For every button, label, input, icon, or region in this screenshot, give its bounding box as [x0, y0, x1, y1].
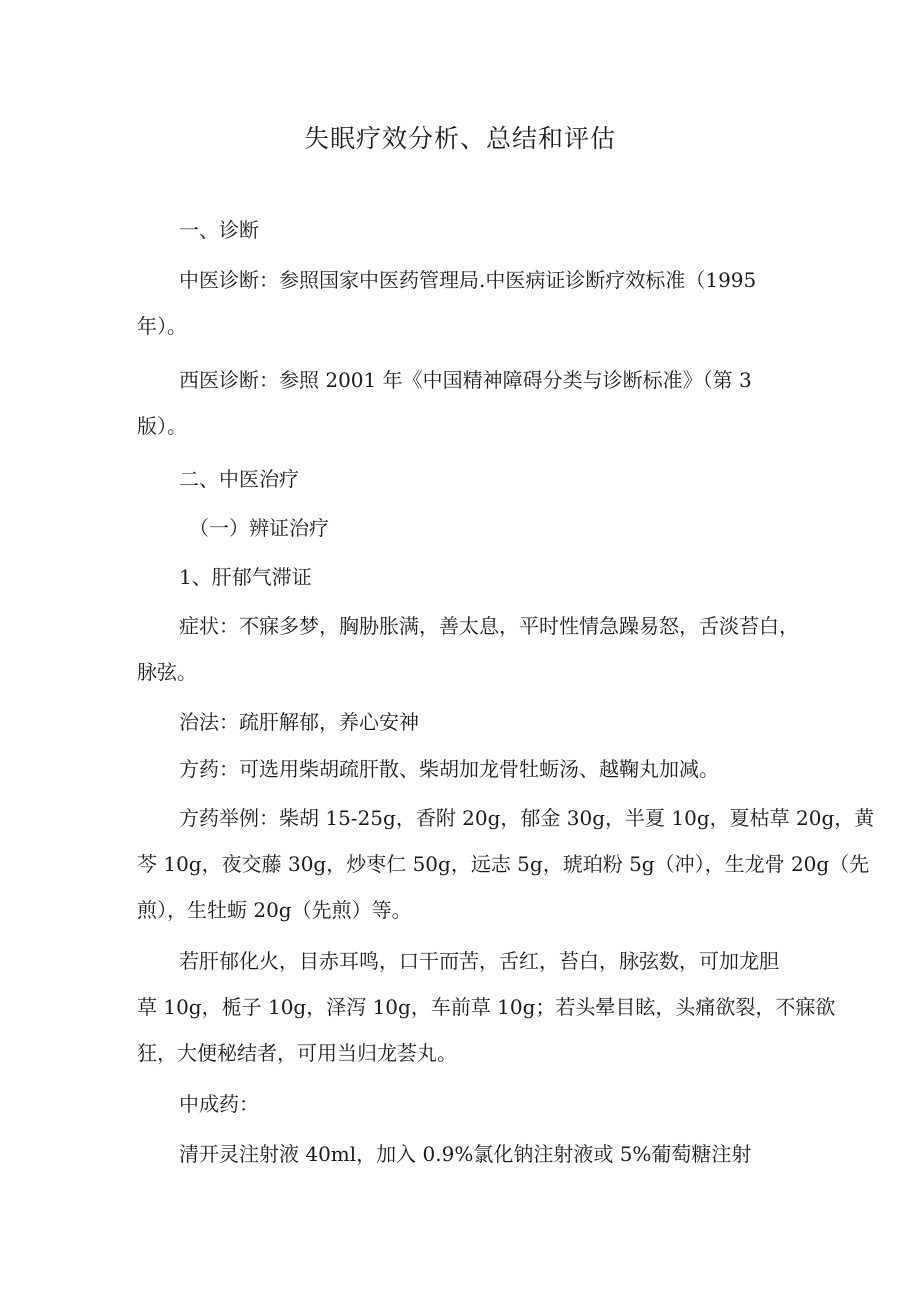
paragraph-treatment-method — [137, 699, 797, 745]
paragraph-line: 草 10g，栀子 10g，泽泻 10g，车前草 10g；若头晕目眩，头痛欲裂，不寐欲 — [137, 995, 836, 1019]
paragraph-line: 中医诊断：参照国家中医药管理局.中医病证诊断疗效标准（1995 — [179, 268, 757, 292]
paragraph-line: 煎），生牡蛎 20g（先煎）等。 — [137, 898, 412, 922]
paragraph-western-diagnosis — [137, 357, 797, 449]
paragraph-modification — [137, 938, 836, 1076]
paragraph-line: 西医诊断：参照 2001 年《中国精神障碍分类与诊断标准》（第 3 — [179, 368, 752, 392]
section-heading-diagnosis — [137, 207, 797, 253]
document-title: 失眠疗效分析、总结和评估 — [303, 124, 616, 153]
pattern-heading-text: 1、肝郁气滞证 — [179, 565, 312, 589]
paragraph-line: 年）。 — [137, 314, 187, 338]
subsection-heading-pattern-treatment — [137, 505, 797, 551]
paragraph-line: 治法：疏肝解郁，养心安神 — [179, 710, 419, 734]
subsection-heading-text: （一）辨证治疗 — [189, 516, 329, 540]
paragraph-line: 若肝郁化火，目赤耳鸣，口干而苦，舌红，苔白，脉弦数，可加龙胆 — [179, 949, 779, 973]
paragraph-line: 方药：可选用柴胡疏肝散、柴胡加龙骨牡蛎汤、越鞠丸加减。 — [179, 757, 719, 781]
paragraph-patent-medicine — [137, 1131, 797, 1177]
paragraph-patent-medicine-heading — [137, 1081, 797, 1127]
paragraph-formula — [137, 746, 797, 792]
paragraph-line: 脉弦。 — [137, 660, 197, 684]
paragraph-symptoms — [137, 603, 797, 695]
paragraph-formula-example — [137, 795, 875, 933]
section-heading-tcm-treatment — [137, 456, 797, 502]
paragraph-line: 清开灵注射液 40ml，加入 0.9%氯化钠注射液或 5%葡萄糖注射 — [179, 1142, 752, 1166]
paragraph-line: 方药举例：柴胡 15-25g，香附 20g，郁金 30g，半夏 10g，夏枯草 20g，黄 — [179, 806, 875, 830]
paragraph-line: 狂，大便秘结者，可用当归龙荟丸。 — [137, 1041, 457, 1065]
pattern-heading-liver-qi — [137, 554, 797, 600]
section-heading-text: 二、中医治疗 — [179, 467, 299, 491]
paragraph-tcm-diagnosis — [137, 257, 797, 349]
paragraph-line: 中成药： — [179, 1092, 259, 1116]
paragraph-line: 症状：不寐多梦，胸胁胀满，善太息，平时性情急躁易怒，舌淡苔白， — [179, 614, 799, 638]
paragraph-line: 版）。 — [137, 414, 187, 438]
paragraph-line: 芩 10g，夜交藤 30g，炒枣仁 50g，远志 5g，琥珀粉 5g（冲），生龙骨 20g（先 — [137, 852, 870, 876]
section-heading-text: 一、诊断 — [179, 218, 259, 242]
